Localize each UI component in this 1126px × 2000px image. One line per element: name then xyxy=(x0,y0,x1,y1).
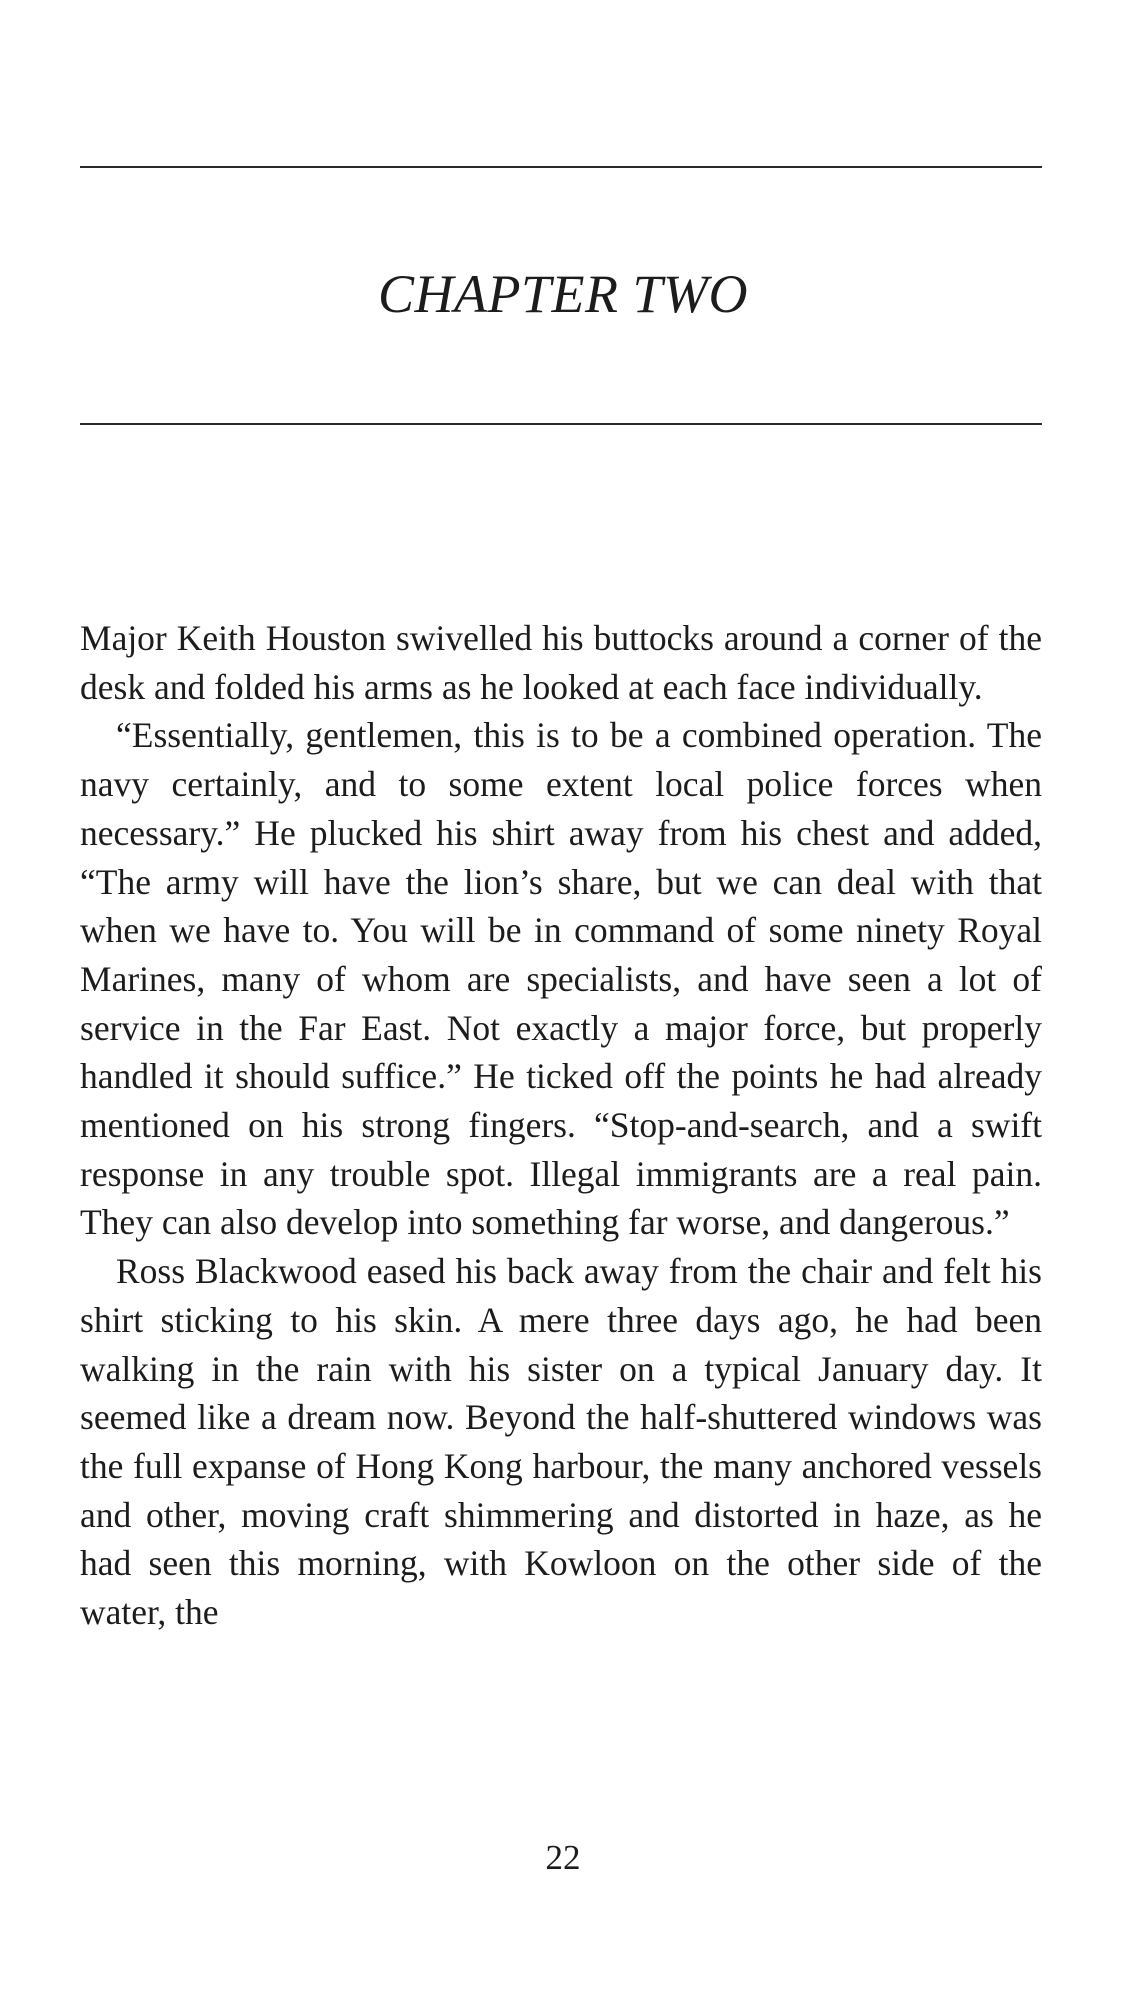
paragraph-1: Major Keith Houston swivelled his buttocks around a corner of the desk and folded his arms as he looked at each face individually. xyxy=(80,618,1042,707)
bottom-rule xyxy=(80,423,1042,425)
paragraph-3: Ross Blackwood eased his back away from the chair and felt his shirt sticking to his skin. A mere three days ago, he had been walking in the rain with his sister on a typical January day. It seemed like a dream now. Beyond the half-shuttered windows was the full expanse of Hong Kong harbour, the many anchored vessels and other, moving craft shimmering and distorted in haze, as he had seen this morning, with Kowloon on the other side of the water, the xyxy=(80,1251,1042,1633)
top-rule xyxy=(80,166,1042,168)
chapter-title: CHAPTER TWO xyxy=(378,264,748,324)
page-number: 22 xyxy=(545,1838,581,1877)
paragraph-2: “Essentially, gentlemen, this is to be a combined operation. The navy certainly, and to some extent local police forces when necessary.” He plucked his shirt away from his chest and added, “The army will have the lion’s share, but we can deal with that when we have to. You will be in command of some ninety Royal Marines, many of whom are specialists, and have seen a lot of service in the Far East. Not exactly a major force, but properly handled it should suffice.” He ticked off the points he had already mentioned on his strong fingers. “Stop-and-search, and a swift response in any trouble spot. Illegal immigrants are a real pain. They can also develop into something far worse, and dangerous.” xyxy=(80,715,1042,1243)
body-text xyxy=(80,614,1042,1637)
